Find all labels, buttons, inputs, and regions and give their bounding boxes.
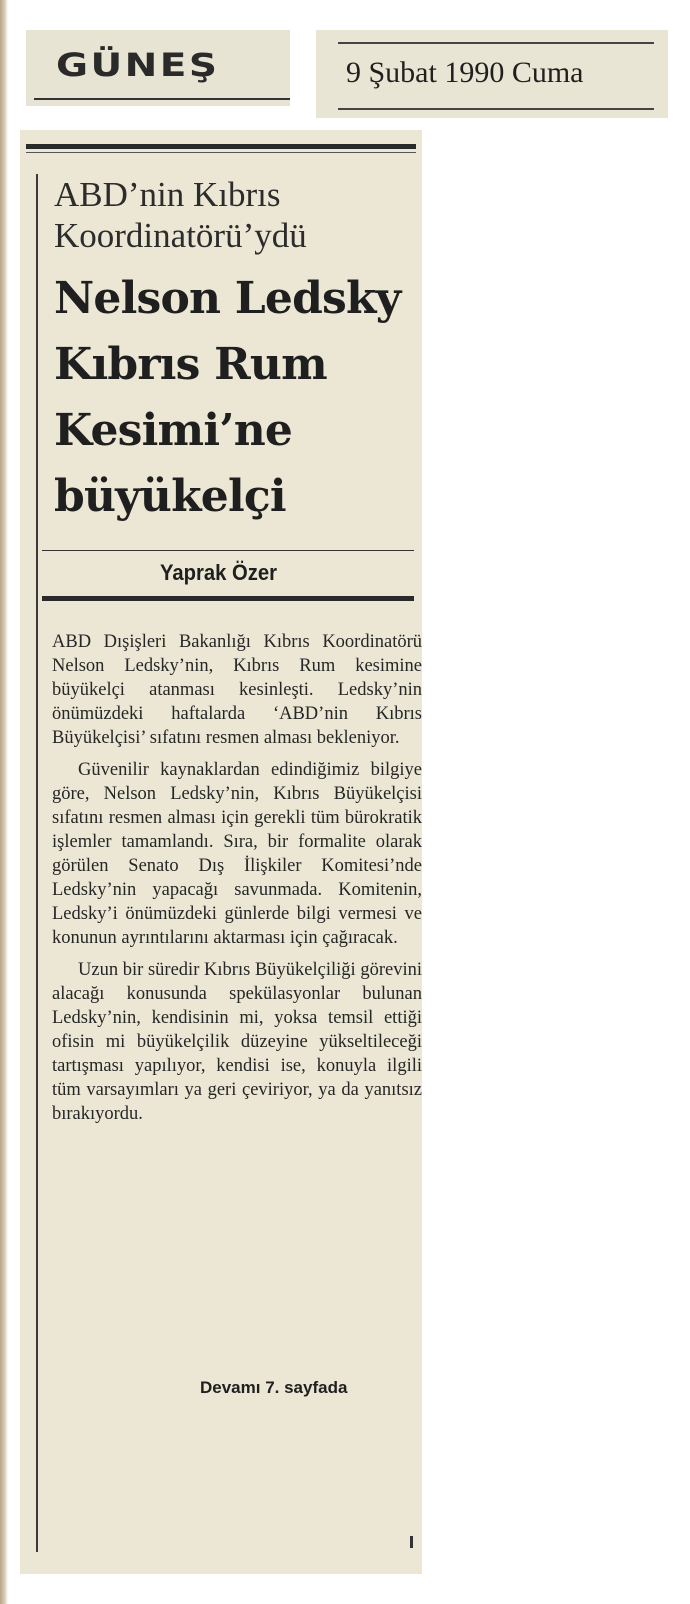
column-line bbox=[36, 174, 38, 1552]
byline-rule-bottom bbox=[42, 596, 414, 601]
masthead-rule bbox=[34, 98, 290, 100]
article-top-rule bbox=[26, 144, 416, 149]
dateline-rule-top bbox=[338, 42, 654, 44]
article-kicker: ABD’nin Kıbrıs Koordinatörü’ydü bbox=[54, 175, 307, 255]
byline-rule-top bbox=[42, 550, 414, 551]
article-headline: Nelson Ledsky Kıbrıs Rum Kesimi’ne büyükelçi bbox=[54, 273, 401, 522]
newspaper-name: GÜNEŞ bbox=[56, 46, 220, 84]
newspaper-masthead bbox=[26, 30, 290, 106]
publication-date: 9 Şubat 1990 Cuma bbox=[346, 56, 584, 89]
article-paragraph-2: Güvenilir kaynaklardan edindiğimiz bilgiye göre, Nelson Ledsky’nin, Kıbrıs Büyükelçisi sıfatını resmen alması için gerekli tüm bürokratik işlemler tamamlandı. Sıra, bir formalite olarak görülen Senato Dış İlişkiler Komitesi’nde Ledsky’nin yapacağı savunmada. Komitenin, Ledsky’i önümüzdeki günlerde bilgi vermesi ve konunun ayrıntılarını aktarması için çağıracak. bbox=[52, 760, 422, 948]
dateline-clip bbox=[316, 30, 668, 118]
dateline-rule-bottom bbox=[338, 108, 654, 110]
article-body bbox=[52, 630, 422, 1134]
scan-edge bbox=[0, 0, 8, 1604]
scan-speck bbox=[410, 1536, 413, 1548]
article-top-thin-rule bbox=[26, 152, 416, 153]
article-byline: Yaprak Özer bbox=[160, 560, 278, 585]
article-paragraph-3: Uzun bir süredir Kıbrıs Büyükelçiliği görevini alacağı konusunda spekülasyonlar bulunan Ledsky’nin, kendisinin mi, yoksa temsil ettiği ofisin mi büyükelçilik düzeyine yükseltileceği tartışması yapılıyor, kendisi ise, konuyla ilgili tüm varsayımları ya geri çeviriyor, ya da yanıtsız bırakıyordu. bbox=[52, 960, 422, 1124]
article-paragraph-1: ABD Dışişleri Bakanlığı Kıbrıs Koordinatörü Nelson Ledsky’nin, Kıbrıs Rum kesimine büyükelçi atanması kesinleşti. Ledsky’nin önümüzdeki haftalarda ‘ABD’nin Kıbrıs Büyükelçisi’ sıfatını resmen alması bekleniyor. bbox=[52, 632, 422, 748]
article-clipping bbox=[20, 130, 422, 1574]
continued-note: Devamı 7. sayfada bbox=[200, 1378, 348, 1397]
